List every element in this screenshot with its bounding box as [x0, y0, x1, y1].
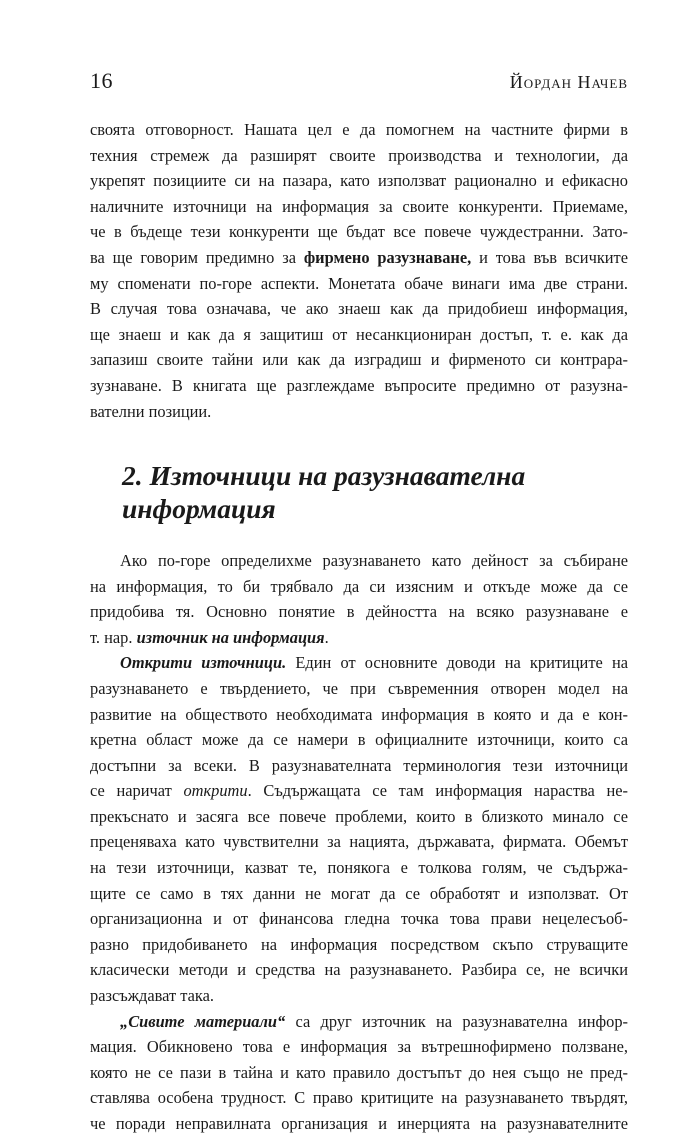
bold-italic-term-information-source: източник на информация [136, 627, 325, 647]
text-line: укрепят позициите си на пазара, като използват рационално и ефикасно [90, 171, 628, 191]
section-heading [90, 459, 628, 525]
body-paragraphs [90, 548, 628, 1137]
text-line: разсъждават така. [90, 986, 214, 1006]
text-run: и това във всичките [471, 247, 628, 267]
text-line: на тези източници, казват те, понякога е толкова голям, че съдържа- [90, 858, 628, 878]
text-line: мация. Обикновено това е информация за вътрешнофирмено ползване, [90, 1037, 628, 1057]
body-paragraph-continuation [90, 117, 628, 424]
text-line: своята отговорност. Нашата цел е да помогнем на частните фирми в [90, 120, 628, 139]
text-line: В случая това означава, че ако знаеш как да придобиеш информация, [90, 299, 628, 319]
text-line: разузнаването е твърдението, че при съвременния отворен модел на [90, 678, 628, 698]
text-line: на информация, то би трябвало да си изясним и откъде може да се [90, 576, 628, 596]
text-line: запазиш своите тайни или как да изградиш и фирменото си контрара- [90, 350, 628, 370]
run-in-heading-open-sources: Открити източници. [120, 653, 287, 673]
run-in-heading-grey-materials: „Сивите материали“ [120, 1011, 286, 1031]
running-header [90, 68, 628, 98]
text-line: щите се само в тях данни не могат да се обработят и използват. От [90, 883, 628, 903]
text-line [90, 650, 628, 676]
text-line: придобива тя. Основно понятие в дейността на всяко разузнаване е [90, 602, 628, 622]
text-line: ще знаеш и как да я защитиш от несанкциониран достъп, т. е. как да [90, 324, 628, 344]
text-line: разно придобиването на информация посредством скъпо струващите [90, 934, 628, 954]
text-run: ва ще говорим предимно за [90, 247, 304, 267]
text-line: класически методи и средства на разузнаването. Разбира се, не всички [90, 960, 628, 980]
text-line: зузнаване. В книгата ще разглеждаме въпросите предимно от разузна- [90, 375, 628, 395]
text-line: прекъснато и засяга все повече проблеми, които в близкото минало се [90, 806, 628, 826]
text-run: Един от основните доводи на критиците на [286, 653, 628, 673]
text-line: че в бъдеще тези конкуренти ще бъдат все повече чуждестранни. Зато- [90, 222, 628, 242]
page-number: 16 [90, 68, 113, 93]
text-line [90, 625, 628, 651]
text-line: организационна и от финансова гледна точка това прави нецелесъоб- [90, 909, 628, 929]
text-line: развитие на обществото необходимата информация в която и да е кон- [90, 704, 628, 724]
text-line: ставлява особена трудност. С право критиците на разузнаването твърдят, [90, 1088, 628, 1108]
text-line: му споменати по-горе аспекти. Монетата обаче винаги има две страни. [90, 273, 628, 293]
text-line: преценяваха като чувствителни за нацията, държавата, фирмата. Обемът [90, 832, 628, 852]
bold-term-firm-intelligence: фирмено разузнаване, [303, 247, 472, 267]
text-line: че поради неправилната организация и инерцията на разузнавателните [90, 1114, 628, 1133]
section-heading-line: информация [122, 493, 276, 525]
running-header-author: Йордан Начев [509, 72, 628, 92]
text-run: . [324, 627, 329, 647]
text-run: се наричат [90, 781, 184, 801]
text-line: Ако по-горе определихме разузнаването като дейност за събиране [120, 550, 628, 570]
text-line [90, 778, 628, 804]
text-run: . Съдържащата се там информация нараства не- [247, 781, 628, 801]
text-line: достъпни за всеки. В разузнавателната терминология тези източници [90, 755, 628, 775]
book-page [90, 68, 628, 1137]
text-line: която не се пази в тайна и като правило достъпът до нея също не пред- [90, 1062, 628, 1082]
text-line [90, 245, 628, 271]
text-line: вателни позиции. [90, 401, 212, 421]
text-run: т. нар. [90, 627, 137, 647]
text-line: техния стремеж да разширят своите производства и технологии, да [90, 145, 628, 165]
text-run: са друг източник на разузнавателна инфор- [285, 1011, 628, 1031]
text-line: наличните източници на информация за своите конкуренти. Приемаме, [90, 196, 628, 216]
italic-term-open: открити [183, 781, 248, 801]
section-heading-line: 2. Източници на разузнавателна [122, 460, 526, 492]
text-line: кретна област може да се намери в официалните източници, които са [90, 730, 628, 750]
text-line [90, 1009, 628, 1035]
